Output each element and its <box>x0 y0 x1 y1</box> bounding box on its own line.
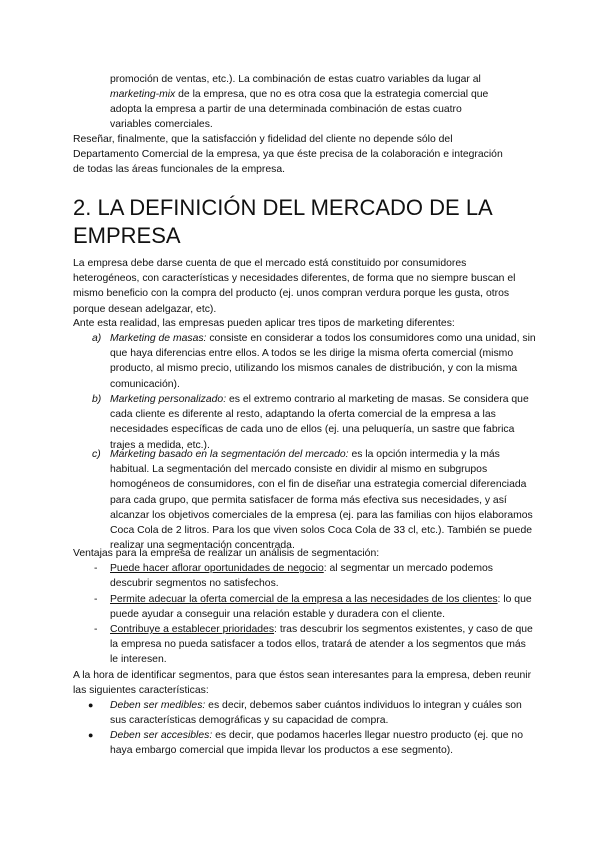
advantages-title: Ventajas para la empresa de realizar un análisis de segmentación: <box>73 548 380 559</box>
list-marker-a: a) <box>92 333 102 344</box>
advantage-item-2: Permite adecuar la oferta comercial de la empresa a las necesidades de los clientes: lo que puede ayudar a conseguir una relación estable y duradera con el cliente. <box>110 594 532 621</box>
continuation-line-1: promoción de ventas, etc.). La combinación de estas cuatro variables da lugar al <box>110 74 481 85</box>
bullet-marker-2: ● <box>88 730 94 740</box>
continuation-line-2: marketing-mix de la empresa, que no es otra cosa que la estrategia comercial que <box>110 89 489 100</box>
bullet-marker-1: ● <box>88 700 94 710</box>
marketing-mix-term: marketing-mix <box>110 89 176 100</box>
dash-marker-2: - <box>94 594 98 605</box>
marketing-type-personalizado: Marketing personalizado: es el extremo contrario al marketing de masas. Se considera que cada cliente es diferente al resto, adaptando la oferta comercial de la empresa a las necesidades específicas de cada uno de ellos (ej. una peluquería, un sastre que fabrica trajes a medida, etc.). <box>110 394 529 451</box>
section-paragraph-1: La empresa debe darse cuenta de que el mercado está constituido por consumidores heterogéneos, con características y necesidades diferentes, de forma que no siempre buscan el mismo beneficio con la compra del producto (ej. unos compran verdura porque les gusta, otros porque desean adelgazar, etc). <box>73 258 516 315</box>
advantage-item-3: Contribuye a establecer prioridades: tras descubrir los segmentos existentes, y caso de que la empresa no pueda satisfacer a todos ellos, tratará de atender a los segmentos que más le interesen. <box>110 624 533 666</box>
requirement-item-1: Deben ser medibles: es decir, debemos saber cuántos individuos lo integran y cuáles son sus características demográficas y su capacidad de compra. <box>110 700 522 727</box>
continuation-line-3: adopta la empresa a partir de una determinada combinación de estas cuatro <box>110 104 462 115</box>
requirements-title: A la hora de identificar segmentos, para que éstos sean interesantes para la empresa, deben reunir las siguientes características: <box>73 670 532 697</box>
marketing-type-masas: Marketing de masas: consiste en considerar a todos los consumidores como una unidad, sin que haya diferencias entre ellos. A todos se les dirige la misma oferta comercial (mismo producto, al mismo precio, utilizando los mismos canales de distribución, y con la misma comunicación). <box>110 333 536 390</box>
requirement-item-2: Deben ser accesibles: es decir, que podamos hacerles llegar nuestro producto (ej. que no haya embargo comercial que impida llevar los productos a ese segmento). <box>110 730 523 757</box>
list-marker-c: c) <box>92 449 101 460</box>
dash-marker-3: - <box>94 624 98 635</box>
intro-paragraph: Reseñar, finalmente, que la satisfacción y fidelidad del cliente no depende sólo del Departamento Comercial de la empresa, ya que éste precisa de la colaboración e integración de todas las áreas funcionales de la empresa. <box>73 134 503 176</box>
list-marker-b: b) <box>92 394 102 405</box>
section-paragraph-2: Ante esta realidad, las empresas pueden aplicar tres tipos de marketing diferentes: <box>73 318 455 329</box>
continuation-line-4: variables comerciales. <box>110 119 213 130</box>
marketing-type-segmentacion: Marketing basado en la segmentación del mercado: es la opción intermedia y la más habitual. La segmentación del mercado consiste en dividir al mismo en subgrupos homogéneos de consumidores, con el fin de diseñar una estrategia comercial diferenciada para cada grupo, que permita satisfacer de forma más efectiva sus necesidades, y así alcanzar los objetivos comerciales de la empresa (ej. para las familias con hijos elaboramos Coca Cola de 2 litros. Para los que viven solos Coca Cola de 33 cl, etc.). También se puede realizar una segmentación concentrada. <box>110 449 533 552</box>
section-heading: 2. LA DEFINICIÓN DEL MERCADO DE LA EMPRESA <box>73 195 492 248</box>
advantage-item-1: Puede hacer aflorar oportunidades de negocio: al segmentar un mercado podemos descubrir segmentos no satisfechos. <box>110 563 493 590</box>
dash-marker-1: - <box>94 563 98 574</box>
